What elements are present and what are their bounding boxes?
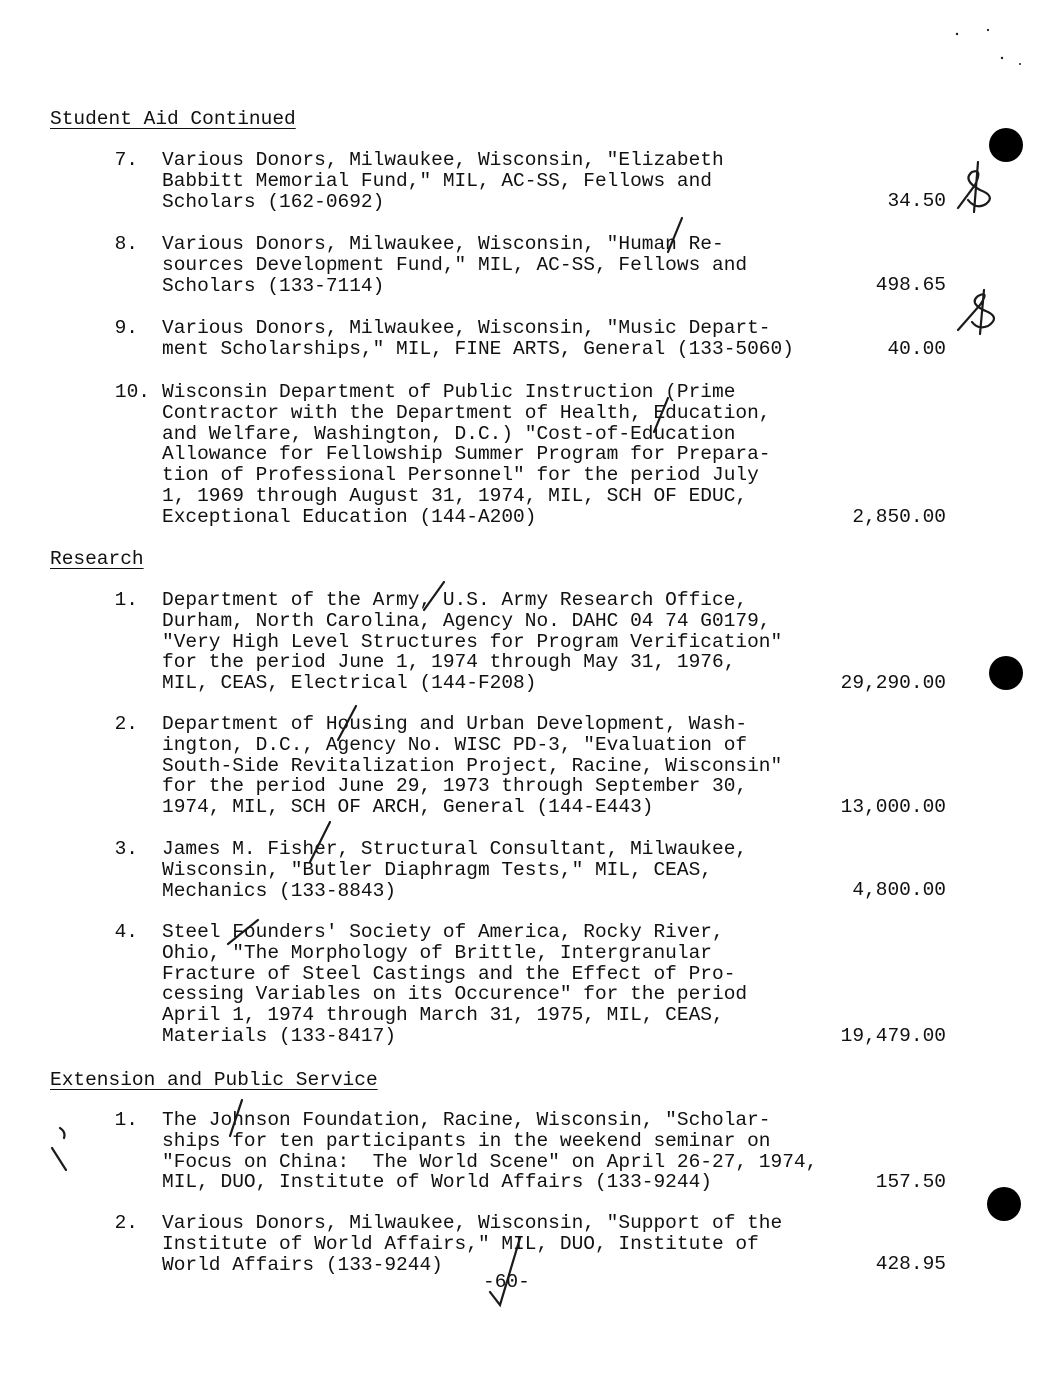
item-description: Various Donors, Milwaukee, Wisconsin, "Human Re- sources Development Fund," MIL, AC-SS, Fellows and Scholars (133-7114) [162, 233, 748, 297]
item-description: James M. Fisher, Structural Consultant, Milwaukee, Wisconsin, "Butler Diaphragm Tests," MIL, CEAS, Mechanics (133-8843) [162, 838, 748, 902]
item-amount: 34.50 [887, 190, 946, 212]
item-number: 3. [114, 838, 138, 860]
page-number: -60- [483, 1271, 530, 1293]
item-amount: 13,000.00 [840, 796, 946, 818]
item-number: 4. [114, 921, 138, 943]
item-description: Various Donors, Milwaukee, Wisconsin, "Elizabeth Babbitt Memorial Fund," MIL, AC-SS, Fellows and Scholars (162-0692) [162, 149, 724, 213]
margin-check-mark-2 [958, 290, 994, 334]
section-heading-research: Research [50, 548, 144, 570]
punch-hole-top [989, 128, 1023, 162]
item-description: Wisconsin Department of Public Instruction (Prime Contractor with the Department of Health, Education, and Welfare, Washington, D.C.) "Cost-of-Education Allowance for Fellowship Summer Program for Prepara- tion of Professional Personnel" for the period July 1, 1969 through August 31, 1974, MIL, SCH OF EDUC, Exceptional Education (144-A200) [162, 381, 771, 528]
punch-hole-middle [989, 656, 1023, 690]
item-amount: 40.00 [887, 338, 946, 360]
item-number: 2. [114, 713, 138, 735]
section-heading-student-aid: Student Aid Continued [50, 108, 296, 130]
margin-check-mark-1 [958, 162, 990, 212]
margin-scribble [52, 1128, 66, 1170]
item-amount: 19,479.00 [840, 1025, 946, 1047]
item-amount: 2,850.00 [852, 506, 946, 528]
punch-hole-bottom [987, 1187, 1021, 1221]
item-amount: 29,290.00 [840, 672, 946, 694]
item-description: Department of Housing and Urban Development, Wash- ington, D.C., Agency No. WISC PD-3, "Evaluation of South-Side Revitalization Project, Racine, Wisconsin" for the period June 29, 1973 through September 30, 1974, MIL, SCH OF ARCH, General (144-E443) [162, 713, 783, 819]
section-heading-extension: Extension and Public Service [50, 1069, 378, 1091]
item-number: 10. [114, 381, 150, 403]
item-number: 1. [114, 1109, 138, 1131]
item-description: Steel Founders' Society of America, Rocky River, Ohio, "The Morphology of Brittle, Intergranular Fracture of Steel Castings and the Effect of Pro- cessing Variables on its Occurence" for the period April 1, 1974 through March 31, 1975, MIL, CEAS, Materials (133-8417) [162, 921, 748, 1047]
item-amount: 157.50 [875, 1171, 946, 1193]
item-amount: 428.95 [875, 1253, 946, 1275]
item-number: 1. [114, 589, 138, 611]
item-number: 2. [114, 1212, 138, 1234]
item-number: 7. [114, 149, 138, 171]
item-amount: 4,800.00 [852, 879, 946, 901]
item-number: 9. [114, 317, 138, 339]
item-description: Various Donors, Milwaukee, Wisconsin, "Support of the Institute of World Affairs," MIL, DUO, Institute of World Affairs (133-9244) [162, 1212, 783, 1276]
item-description: Various Donors, Milwaukee, Wisconsin, "Music Depart- ment Scholarships," MIL, FINE ARTS, General (133-5060) [162, 317, 794, 360]
item-description: Department of the Army, U.S. Army Research Office, Durham, North Carolina, Agency No. DAHC 04 74 G0179, "Very High Level Structures for Program Verification" for the period June 1, 1974 through May 31, 1976, MIL, CEAS, Electrical (144-F208) [162, 589, 783, 695]
item-description: The Johnson Foundation, Racine, Wisconsin, "Scholar- ships for ten participants in the weekend seminar on "Focus on China: The World Scene" on April 26-27, 1974, MIL, DUO, Institute of World Affairs (133-9244) [162, 1109, 818, 1194]
item-number: 8. [114, 233, 138, 255]
item-amount: 498.65 [875, 274, 946, 296]
